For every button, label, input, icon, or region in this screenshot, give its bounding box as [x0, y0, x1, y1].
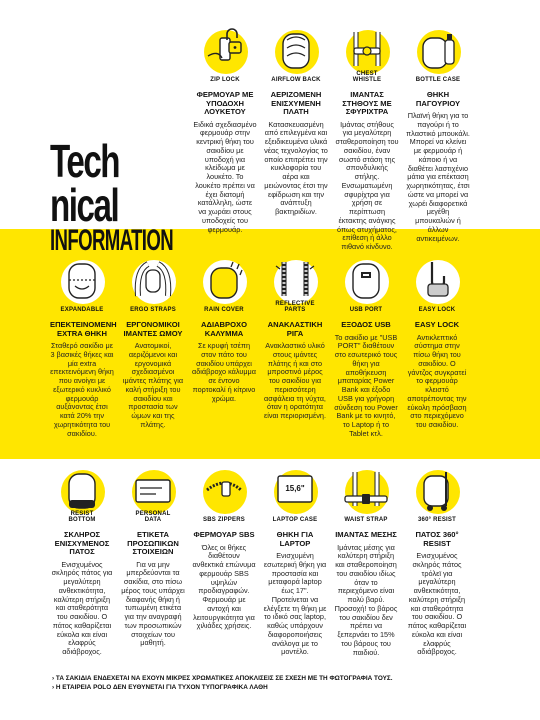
hook-lock-icon: [408, 256, 466, 316]
feature-heading: ΕΞΟΔΟΣ USB: [341, 320, 391, 329]
feature-tag: PERSONAL DATA: [135, 511, 171, 523]
bottom-base-icon: [53, 466, 111, 526]
feature-description: Ενισχυμένη εσωτερική θήκη για προστασία και μεταφορά laptop έως 17". Προτείνεται να ελέγξετε τη θήκη με το ιδικό σας laptop, καθώς υπάρχουν διαφοροποιήσεις ανάλογα με το μοντέλο.: [263, 551, 327, 657]
feature-tag: RAIN COVER: [204, 307, 244, 313]
title-line-2: nical: [50, 178, 119, 231]
feature-heading: ΘΗΚΗ ΓΙΑ LAPTOP: [276, 530, 314, 548]
feature-tag: EASY LOCK: [418, 307, 456, 313]
feature-heading: ΣΚΛΗΡΟΣ ΕΝΙΣΧΥΜΕΝΟΣ ΠΑΤΟΣ: [54, 530, 110, 556]
trolley-bottom-icon: [408, 466, 466, 526]
zipper-icon: [195, 466, 253, 526]
feature-heading: ΦΕΡΜΟΥΑΡ SBS: [193, 530, 255, 539]
expandable-pocket-icon: [53, 256, 111, 316]
feature-heading: ΑΕΡΙΖΟΜΕΝΗ ΕΝΙΣΧΥΜΕΝΗ ΠΛΑΤΗ: [270, 90, 322, 116]
title-line-1: Tech: [50, 135, 120, 187]
laptop-size-label: 15,6": [285, 484, 305, 493]
feature-ergo-straps: [121, 256, 185, 430]
name-label-icon: [124, 466, 182, 526]
padlock-icon: [196, 26, 254, 86]
feature-360-resist: [405, 466, 469, 657]
feature-description: Όλες οι θήκες διαθέτουν ανθεκτικά επώνυμα φερμουάρ SBS υψηλών προδιαγραφών. Φερμουάρ με αντοχή και λειτουργικότητα για χιλιάδες χρήσεις.: [192, 542, 256, 631]
feature-expandable: [50, 256, 117, 438]
feature-heading: ΕΤΙΚΕΤΑ ΠΡΟΣΩΠΙΚΩΝ ΣΤΟΙΧΕΙΩΝ: [127, 530, 179, 556]
footnote-1: › ΤΑ ΣΑΚΙΔΙΑ ΕΝΔΕΧΕΤΑΙ ΝΑ ΕΧΟΥΝ ΜΙΚΡΕΣ ΧΡΩΜΑΤΙΚΕΣ ΑΠΟΚΛΙΣΕΙΣ ΣΕ ΣΧΕΣΗ ΜΕ ΤΗ ΦΩΤΟΓΡΑΦΙΑ ΤΟΥΣ.: [52, 675, 393, 682]
feature-bottle-case: [406, 26, 470, 243]
feature-description: Ενισχυμένος σκληρός πάτος για μεγαλύτερη ανθεκτικότητα, καλύτερη στήριξη και σταθερότητα του σακιδίου. Ο πάτος καθαρίζεται εύκολα και είναι ελαφρύς αδιάβροχος.: [51, 559, 113, 656]
laptop-icon: [266, 466, 324, 526]
feature-heading: ΕΡΓΟΝΟΜΙΚΟΙ ΙΜΑΝΤΕΣ ΩΜΟΥ: [123, 320, 183, 338]
feature-description: Ανακλαστικό υλικό στους ιμάντες πλάτης ή και στο μπροστινό μέρος του σακιδίου για περισσότερη ασφάλεια τη νύχτα, όταν η ορατότητα είναι περιορισμένη.: [264, 341, 326, 420]
feature-heading: ΙΜΑΝΤΑΣ ΜΕΣΗΣ: [335, 530, 397, 539]
reflective-stripe-icon: [266, 256, 324, 316]
feature-heading: ΘΗΚΗ ΠΑΓΟΥΡΙΟΥ: [415, 90, 461, 108]
feature-tag: LAPTOP CASE: [272, 517, 318, 523]
feature-heading: EASY LOCK: [414, 320, 460, 329]
feature-description: Ανατομικοί, αεριζόμενοι και εργονομικά σχεδιασμένοι ιμάντες πλάτης για καλή στήριξη του σακιδίου και προστασία των ώμων και της πλάτης.: [122, 341, 184, 429]
bottle-pocket-icon: [409, 26, 467, 86]
feature-tag: BOTTLE CASE: [415, 77, 461, 83]
page-title: [50, 135, 190, 258]
feature-rain-cover: [192, 256, 256, 403]
feature-heading: ΙΜΑΝΤΑΣ ΣΤΗΘΟΥΣ ΜΕ ΣΦΥΡΙΧΤΡΑ: [342, 90, 392, 116]
feature-tag: RESIST BOTTOM: [68, 511, 96, 523]
feature-heading: ΑΝΑΚΛΑΣΤΙΚΗ ΡΙΓΑ: [267, 320, 323, 338]
feature-tag: ERGO STRAPS: [130, 307, 176, 313]
feature-tag: SBS ZIPPERS: [203, 517, 245, 523]
title-line-3: INFORMATION: [50, 224, 174, 258]
footnote-2: › Η ΕΤΑΙΡΕΙΑ POLO ΔΕΝ ΕΥΘΥΝΕΤΑΙ ΓΙΑ ΤΥΧΟΝ ΤΥΠΟΓΡΑΦΙΚΑ ΛΑΘΗ: [52, 683, 268, 691]
feature-heading: ΦΕΡΜΟΥΑΡ ΜΕ ΥΠΟΔΟΧΗ ΛΟΥΚΕΤΟΥ: [196, 90, 254, 116]
feature-personal-data: [121, 466, 185, 648]
feature-heading: ΠΑΤΟΣ 360° RESIST: [415, 530, 459, 548]
feature-description: Το σακίδιο με "USB PORT" διαθέτουν στο εσωτερικό τους θήκη για αποθήκευση μπαταρίας Power Bank και έξοδο USB για γρήγορη σύνδεση του Power Bank με το κινητό, το Laptop ή το Tablet κτλ.: [334, 332, 398, 438]
feature-tag: AIRFLOW BACK: [271, 77, 321, 83]
feature-tag: USB PORT: [349, 307, 383, 313]
shoulder-straps-icon: [124, 256, 182, 316]
feature-tag: 360° RESIST: [418, 517, 456, 523]
feature-description: Πλαϊνή θήκη για το παγούρι ή το πλαστικό μπουκάλι. Μπορεί να κλείνει με φερμουάρ ή κάποιο ή να διαθέτει λαστιχένιο μάτια για επέκταση χωρητικότητας, έτσι ώστε να μπορεί να χωρέι διαφορετικά μεγέθη μπουκαλιών ή άλλων αντικειμένων.: [406, 111, 470, 243]
feature-description: Σε κρυφή τσέπη στον πάτο του σακιδίου υπάρχει αδιάβροχο κάλυμμα σε έντονο πορτοκαλί ή κίτρινο χρώμα.: [192, 341, 256, 403]
feature-heading: ΑΔΙΑΒΡΟΧΟ ΚΑΛΥΜΜΑ: [201, 320, 247, 338]
rain-cover-icon: [195, 256, 253, 316]
feature-laptop-case: [263, 466, 327, 657]
feature-tag: WAIST STRAP: [344, 517, 388, 523]
feature-description: Σταθερό σακίδιο με 3 βασικές θήκες και μία extra επεκτεινόμενη θήκη που ανοίγει με εξωτερικό κυκλικό φερμουάρ αυξάνοντας έτσι κατά 20% την χωρητικότητα του σακιδίου.: [50, 341, 114, 438]
feature-easy-lock: [405, 256, 469, 430]
feature-chest-whistle: [335, 26, 399, 252]
feature-tag: REFLECTIVE PARTS: [275, 301, 315, 313]
backpack-back-icon: [267, 26, 325, 86]
feature-tag: EXPANDABLE: [60, 307, 104, 313]
feature-sbs-zippers: [192, 466, 256, 631]
feature-heading: ΕΠΕΚΤΕΙΝΟΜΕΝΗ EXTRA ΘΗΚΗ: [50, 320, 117, 338]
feature-zip-lock: [193, 26, 257, 234]
footnotes: [52, 675, 393, 692]
feature-waist-strap: [334, 466, 398, 657]
feature-reflective-parts: [263, 256, 327, 421]
feature-description: Ιμάντας μέσης για καλύτερη στήριξη και σταθεροποίηση του σακιδίου ιδίως όταν το περιεχόμενο είναι πολύ βαρύ. Προσοχή! το βάρος του σακιδίου δεν πρέπει να ξεπερνάει το 15% του βάρους του παιδιού.: [334, 542, 398, 657]
feature-tag: ZIP LOCK: [210, 77, 240, 83]
feature-description: Αντικλεπτικό σύστημα στην πίσω θήκη του σακιδίου. Ο γάντζος συγκρατεί το φερμουάρ κλειστό αποτρέποντας την εύκολη πρόσβαση στο περιεχόμενο του σακιδίου.: [407, 332, 467, 429]
waist-strap-icon: [337, 466, 395, 526]
usb-port-icon: [337, 256, 395, 316]
chest-strap-icon: [338, 26, 396, 86]
feature-resist-bottom: [50, 466, 114, 657]
feature-description: Κατασκευασμένη από επιλεγμένα και εξειδικευμένα υλικά νέας τεχνολογίας το οποίο επιτρέπει την κυκλοφορία του αέρα και μειώνοντας έτσι την εφίδρωση και την ανάπτυξη βακτηριδίων.: [264, 119, 328, 216]
feature-usb-port: [334, 256, 398, 439]
feature-description: Ειδικά σχεδιασμένο φερμουάρ στην κεντρική θήκη του σακιδίου με υποδοχή για κλείδωμα με λουκέτο. Το λουκέτο πρέπει να έχει διατομή κατάλληλη, ώστε να χωράει στους υποδοχείς του φερμουάρ.: [193, 119, 257, 234]
feature-tag: CHEST WHISTLE: [352, 71, 382, 83]
feature-description: Ιμάντας στήθους για μεγαλύτερη σταθεροποίηση του σακιδίου, έναν σωστό στάση της σπονδυλικής στήλης. Ενσωματωμένη σφυρίχτρα για χρήση σε περίπτωση έκτακτης ανάγκης όπως ατυχήματος, επίθεση ή άλλο πιθανό κίνδυνο.: [335, 119, 399, 251]
feature-description: Για να μην μπερδεύονται τα σακίδια, στο πίσω μέρος τους υπάρχει διαφανής θήκη ή τυπωμένη ετικέτα για την αναγραφή των προσωπικών στοιχείων του μαθητή.: [121, 559, 185, 648]
feature-airflow-back: [264, 26, 328, 217]
feature-description: Ενισχυμένος σκληρός πάτος τρόλεϊ για μεγαλύτερη ανθεκτικότητα, καλύτερη στήριξη και σταθερότητα του σακιδίου. Ο πάτος καθαρίζεται εύκολα και είναι ελαφρύς αδιάβροχος.: [407, 551, 467, 657]
